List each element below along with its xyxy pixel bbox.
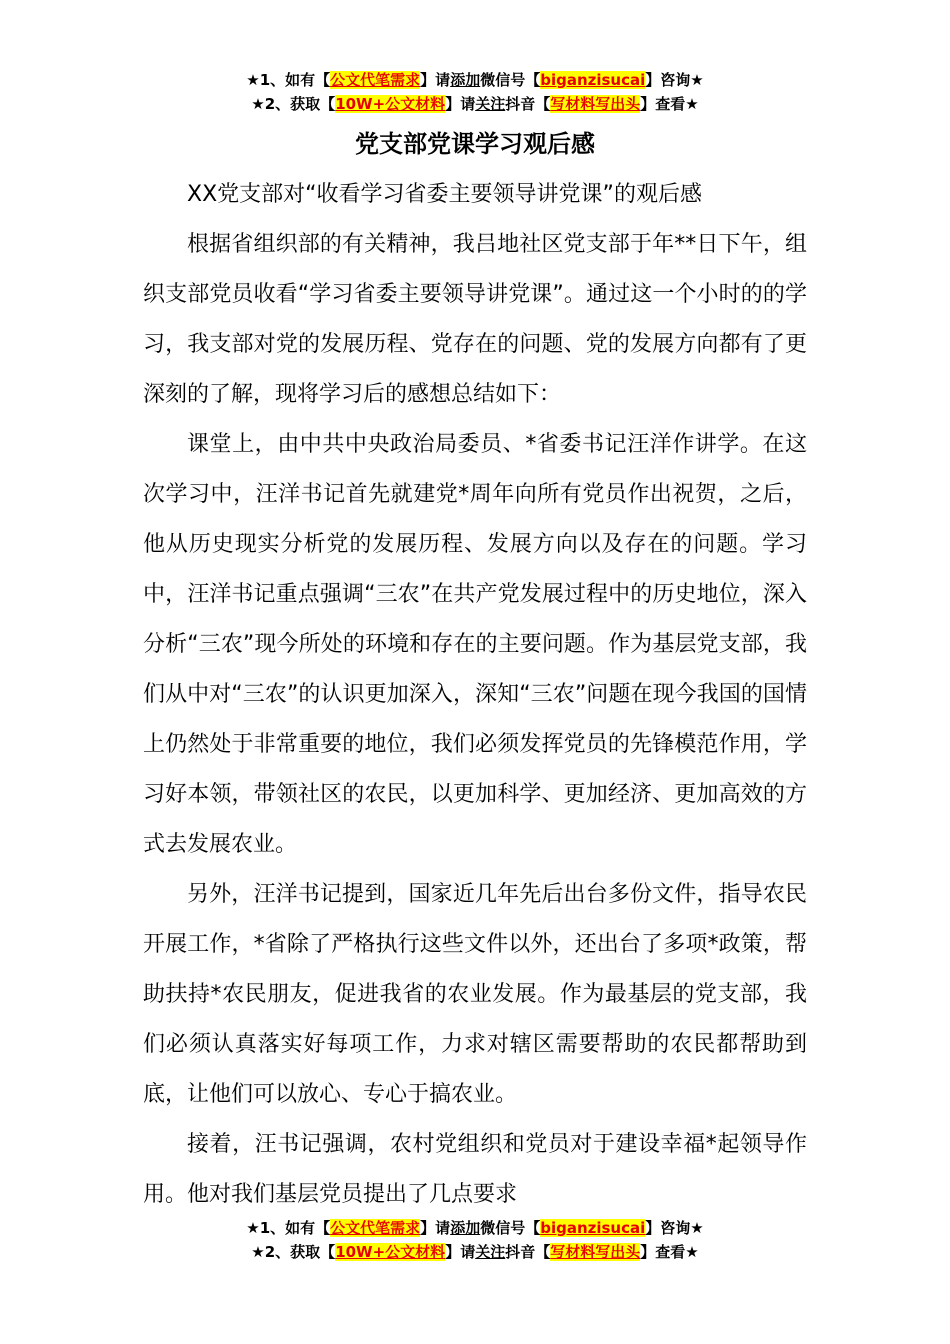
banner-text: 】咨询★ [645, 71, 704, 89]
paragraph: 另外，汪洋书记提到，国家近几年先后出台多份文件，指导农民开展工作，*省除了严格执行这些文件以外，还出台了多项*政策，帮助扶持*农民朋友，促进我省的农业发展。作为最基层的党支部，我们必须认真落实好每项工作，力求对辖区需要帮助的农民都帮助到底，让他们可以放心、专心于搞农业。 [143, 882, 807, 1107]
header-banner [0, 68, 950, 116]
banner-underlined-text: 关注 [475, 95, 506, 113]
paragraph: 接着，汪书记强调，农村党组织和党员对于建设幸福*起领导作用。他对我们基层党员提出了几点要求 [143, 1132, 807, 1207]
banner-douyin-id: 写材料写出头 [550, 1243, 641, 1261]
banner-text: 抖音【 [505, 95, 551, 113]
banner-text: 】请 [420, 71, 451, 89]
banner-text: 微信号【 [480, 71, 541, 89]
document-title: 党支部党课学习观后感 [355, 130, 595, 158]
banner-text: 抖音【 [505, 1243, 551, 1261]
banner-text: 微信号【 [480, 1219, 541, 1237]
banner-highlight: 10W+公文材料 [335, 95, 446, 113]
banner-wechat-id: biganzisucai [540, 71, 646, 89]
banner-text: ★1、如有【 [246, 1219, 331, 1237]
banner-text: 】查看★ [640, 1243, 699, 1261]
banner-line-2 [0, 92, 950, 116]
banner-underlined-text: 关注 [475, 1243, 506, 1261]
banner-text: 】请 [445, 1243, 476, 1261]
banner-text: 】咨询★ [645, 1219, 704, 1237]
banner-line-2 [0, 1240, 950, 1264]
banner-text: ★2、获取【 [251, 1243, 336, 1261]
banner-text: ★2、获取【 [251, 95, 336, 113]
banner-text: 】查看★ [640, 95, 699, 113]
banner-douyin-id: 写材料写出头 [550, 95, 641, 113]
document-body [143, 170, 807, 1220]
banner-line-1 [0, 1216, 950, 1240]
banner-text: 】请 [420, 1219, 451, 1237]
footer-banner [0, 1216, 950, 1264]
paragraph: 课堂上，由中共中央政治局委员、*省委书记汪洋作讲学。在这次学习中，汪洋书记首先就建党*周年向所有党员作出祝贺，之后，他从历史现实分析党的发展历程、发展方向以及存在的问题。学习中，汪洋书记重点强调“三农”在共产党发展过程中的历史地位，深入分析“三农”现今所处的环境和存在的主要问题。作为基层党支部，我们从中对“三农”的认识更加深入，深知“三农”问题在现今我国的国情上仍然处于非常重要的地位，我们必须发挥党员的先锋模范作用，学习好本领，带领社区的农民，以更加科学、更加经济、更加高效的方式去发展农业。 [143, 432, 807, 857]
paragraph: 根据省组织部的有关精神，我吕地社区党支部于年**日下午，组织支部党员收看“学习省委主要领导讲党课”。通过这一个小时的的学习，我支部对党的发展历程、党存在的问题、党的发展方向都有了更深刻的了解，现将学习后的感想总结如下： [143, 232, 807, 407]
banner-text: 】请 [445, 95, 476, 113]
banner-wechat-id: biganzisucai [540, 1219, 646, 1237]
banner-underlined-text: 添加 [450, 1219, 481, 1237]
banner-text: ★1、如有【 [246, 71, 331, 89]
banner-line-1 [0, 68, 950, 92]
banner-underlined-text: 添加 [450, 71, 481, 89]
banner-highlight: 10W+公文材料 [335, 1243, 446, 1261]
banner-highlight: 公文代笔需求 [330, 71, 421, 89]
banner-highlight: 公文代笔需求 [330, 1219, 421, 1237]
paragraph: XX党支部对“收看学习省委主要领导讲党课”的观后感 [187, 182, 702, 207]
